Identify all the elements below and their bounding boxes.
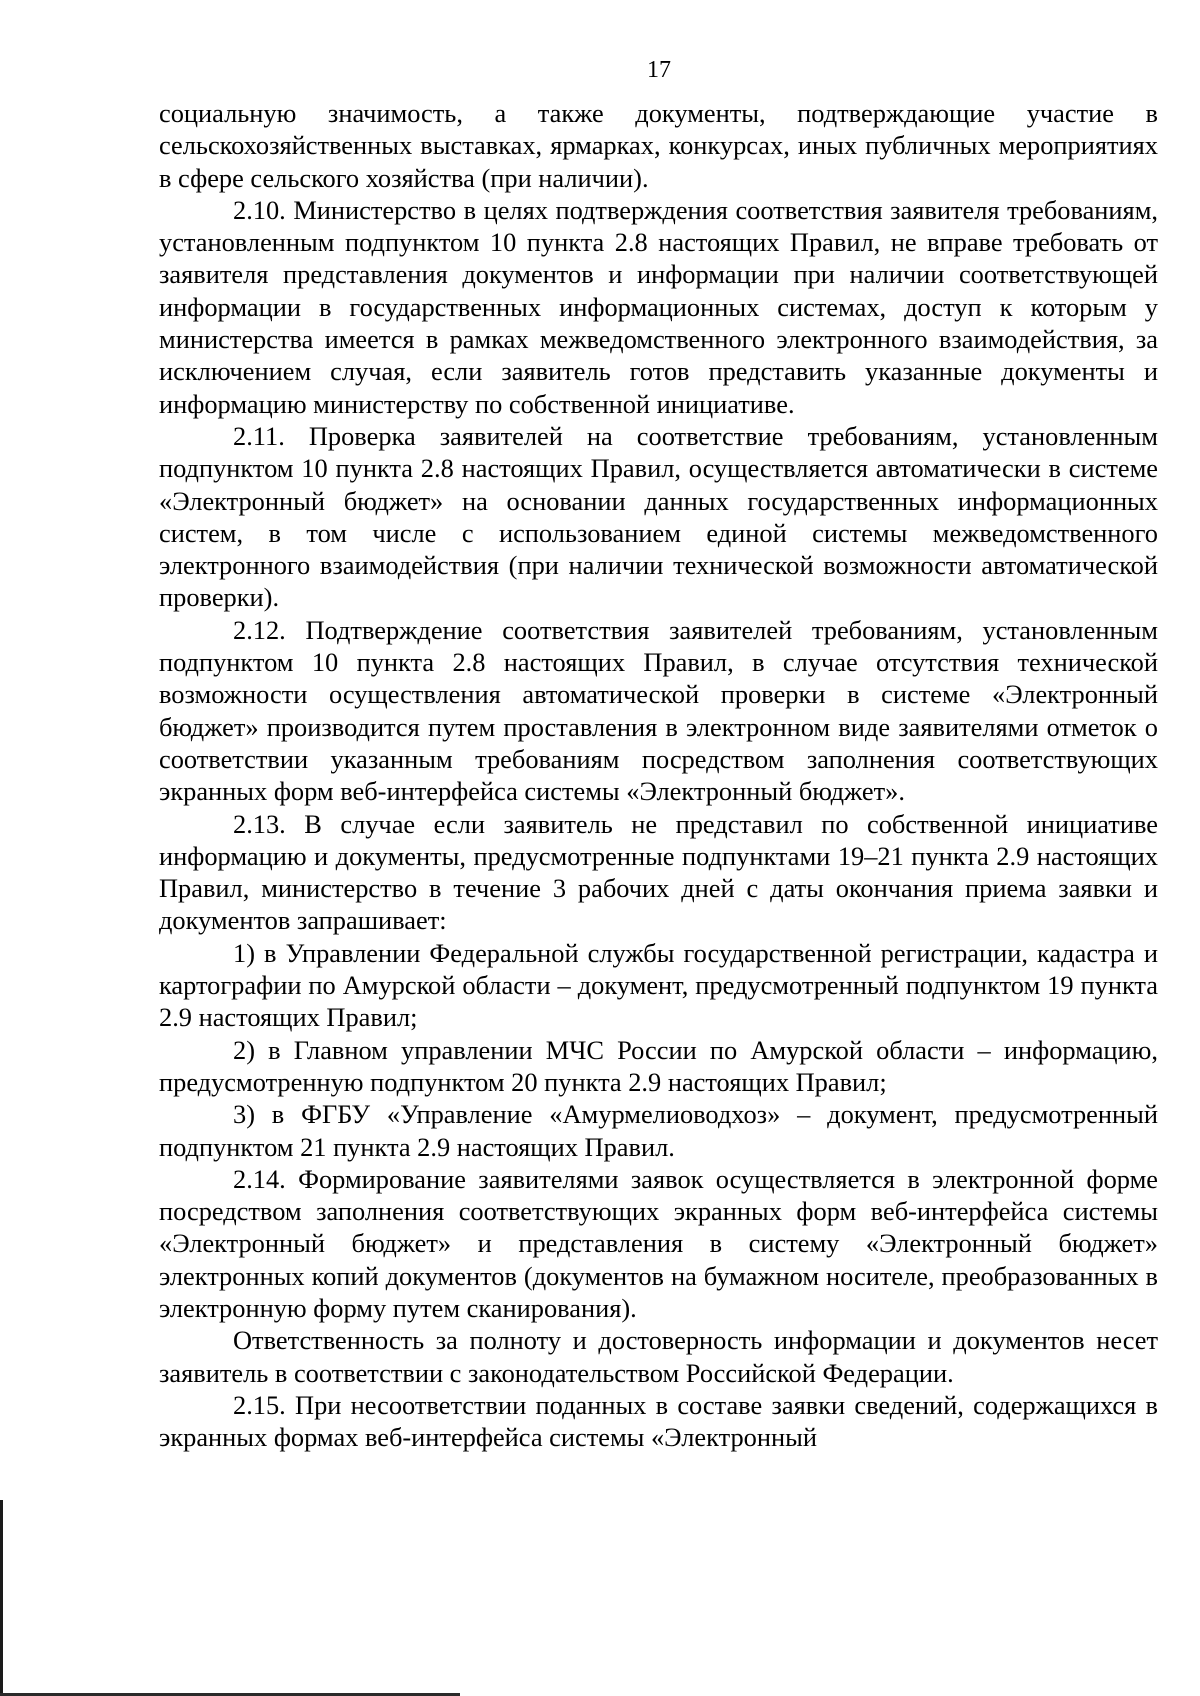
paragraph-responsibility: Ответственность за полноту и достоверность информации и документов несет заявитель в соответствии с законодательством Российской Федерации. bbox=[159, 1325, 1158, 1388]
paragraph-continuation: социальную значимость, а также документы, подтверждающие участие в сельскохозяйственных выставках, ярмарках, конкурсах, иных публичных мероприятиях в сфере сельского хозяйства (при наличии). bbox=[159, 98, 1158, 193]
list-item-3: 3) в ФГБУ «Управление «Амурмелиоводхоз» – документ, предусмотренный подпунктом 21 пункта 2.9 настоящих Правил. bbox=[159, 1099, 1158, 1162]
list-item-2: 2) в Главном управлении МЧС России по Амурской области – информацию, предусмотренную подпунктом 20 пункта 2.9 настоящих Правил; bbox=[159, 1034, 1158, 1097]
scan-edge-left bbox=[0, 1500, 3, 1696]
paragraph-2-15: 2.15. При несоответствии поданных в составе заявки сведений, содержащихся в экранных формах веб-интерфейса системы «Электронный bbox=[159, 1389, 1158, 1453]
list-item-1: 1) в Управлении Федеральной службы государственной регистрации, кадастра и картографии по Амурской области – документ, предусмотренный подпунктом 19 пункта 2.9 настоящих Правил; bbox=[159, 937, 1158, 1033]
document-body bbox=[159, 97, 1158, 1453]
paragraph-2-10: 2.10. Министерство в целях подтверждения соответствия заявителя требованиям, установленным подпунктом 10 пункта 2.8 настоящих Правил, не вправе требовать от заявителя представления документов и информации при наличии соответствующей информации в государственных информационных системах, доступ к которым у министерства имеется в рамках межведомственного электронного взаимодействия, за исключением случая, если заявитель готов представить указанные документы и информацию министерству по собственной инициативе. bbox=[159, 194, 1158, 419]
paragraph-2-11: 2.11. Проверка заявителей на соответствие требованиям, установленным подпунктом 10 пункта 2.8 настоящих Правил, осуществляется автоматически в системе «Электронный бюджет» на основании данных государственных информационных систем, в том числе с использованием единой системы межведомственного электронного взаимодействия (при наличии технической возможности автоматической проверки). bbox=[159, 420, 1158, 613]
paragraph-2-13: 2.13. В случае если заявитель не представил по собственной инициативе информацию и документы, предусмотренные подпунктами 19–21 пункта 2.9 настоящих Правил, министерство в течение 3 рабочих дней с даты окончания приема заявки и документов запрашивает: bbox=[159, 808, 1158, 936]
paragraph-2-14: 2.14. Формирование заявителями заявок осуществляется в электронной форме посредством заполнения соответствующих экранных форм веб-интерфейса системы «Электронный бюджет» и представления в систему «Электронный бюджет» электронных копий документов (документов на бумажном носителе, преобразованных в электронную форму путем сканирования). bbox=[159, 1163, 1158, 1323]
paragraph-2-12: 2.12. Подтверждение соответствия заявителей требованиям, установленным подпунктом 10 пункта 2.8 настоящих Правил, в случае отсутствия технической возможности осуществления автоматической проверки в системе «Электронный бюджет» производится путем проставления в электронном виде заявителями отметок о соответствии указанным требованиям посредством заполнения соответствующих экранных форм веб-интерфейса системы «Электронный бюджет». bbox=[159, 614, 1158, 807]
page-number: 17 bbox=[647, 57, 671, 83]
